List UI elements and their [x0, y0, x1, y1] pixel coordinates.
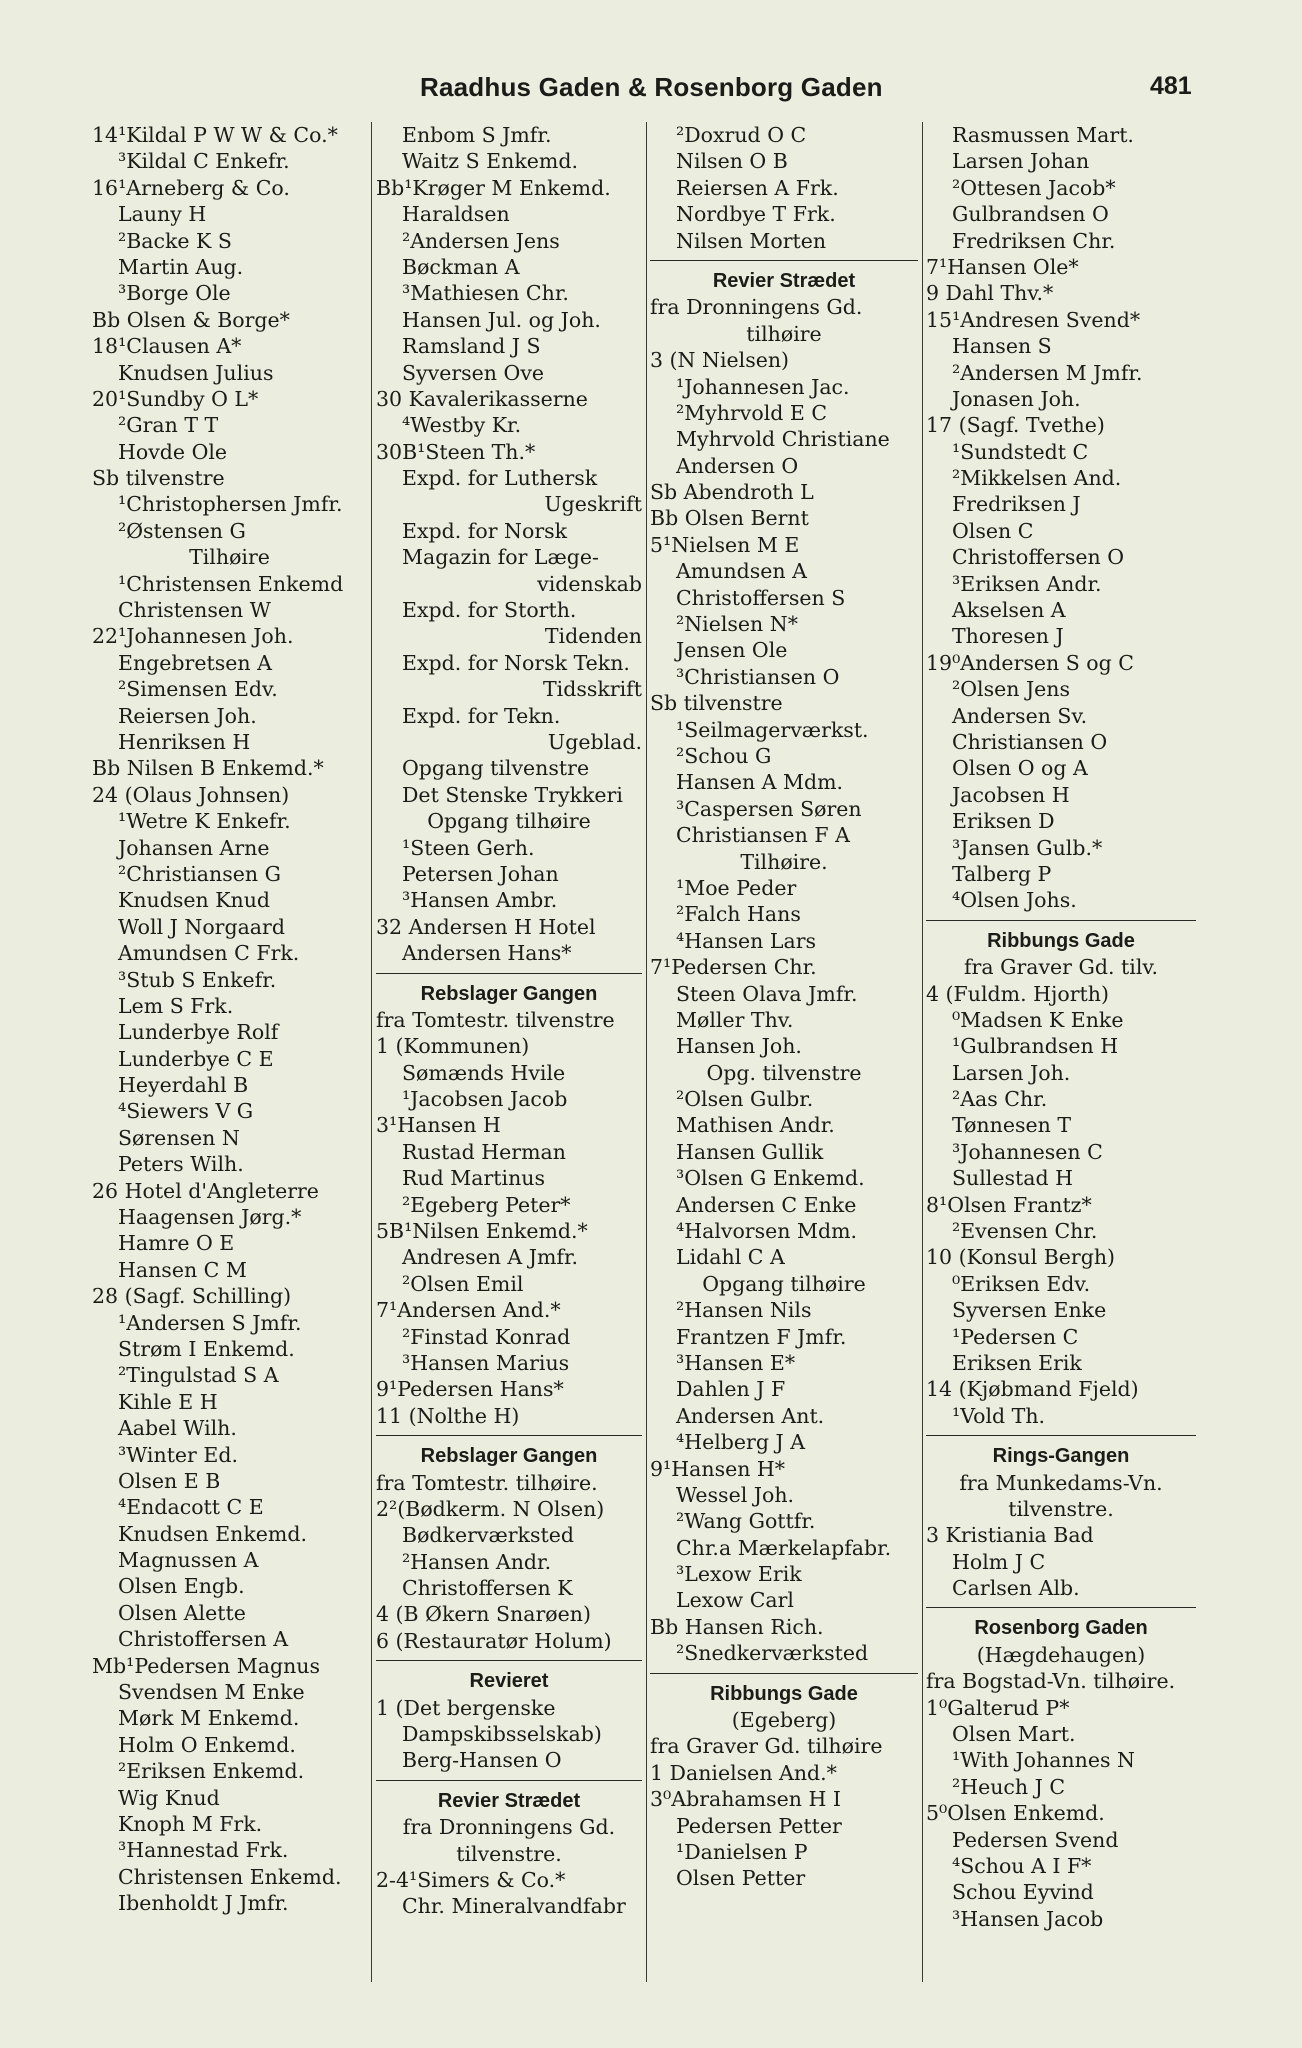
directory-entry: ⁰Eriksen Edv. — [952, 1271, 1091, 1296]
directory-entry: 1 Danielsen And.* — [650, 1760, 837, 1785]
directory-entry: Sb tilvenstre — [650, 691, 783, 716]
directory-entry: Bb Nilsen B Enkemd.* — [92, 756, 324, 781]
directory-entry: Nilsen Morten — [676, 228, 827, 253]
directory-entry: fra Graver Gd. tilhøire — [650, 1734, 883, 1759]
directory-entry: Andresen A Jmfr. — [402, 1245, 579, 1270]
directory-entry: Enbom S Jmfr. — [402, 123, 552, 147]
directory-entry: Knudsen Julius — [118, 360, 274, 385]
directory-entry: 11 (Nolthe H) — [376, 1403, 520, 1428]
section-rule — [376, 1429, 642, 1443]
directory-entry: Sømænds Hvile — [402, 1060, 566, 1085]
directory-entry: Myhrvold Christiane — [676, 427, 890, 452]
directory-entry: Christoffersen A — [118, 1627, 289, 1652]
directory-entry: ³Lexow Erik — [676, 1562, 802, 1587]
directory-entry: ¹Johannesen Jac. — [676, 374, 850, 399]
directory-entry: ²Simensen Edv. — [118, 677, 278, 702]
directory-entry: Frantzen F Jmfr. — [676, 1324, 847, 1349]
section-rule — [376, 1654, 642, 1668]
directory-entry: Berg-Hansen O — [402, 1748, 562, 1773]
directory-entry: 10 (Konsul Bergh) — [926, 1245, 1116, 1270]
section-heading: Rings-Gangen — [992, 1445, 1130, 1468]
directory-entry: Tilhøire — [189, 545, 270, 570]
directory-entry: Schou Eyvind — [952, 1880, 1094, 1905]
directory-entry: Rasmussen Mart. — [952, 123, 1134, 147]
directory-entry: ⁴Olsen Johs. — [952, 888, 1077, 913]
directory-entry: Olsen Petter — [676, 1866, 806, 1891]
directory-entry: 2-4¹Simers & Co.* — [376, 1868, 566, 1892]
directory-entry: 3 (N Nielsen) — [650, 348, 790, 373]
directory-entry: ²Nielsen N* — [676, 612, 798, 637]
directory-entry: Syversen Ove — [402, 360, 545, 385]
directory-entry: Nordbye T Frk. — [676, 202, 836, 227]
directory-entry: ³Hansen Ambr. — [402, 888, 558, 913]
directory-entry: Eriksen Erik — [952, 1350, 1082, 1375]
directory-entry: (Hægdehaugen) — [976, 1642, 1146, 1667]
directory-entry: videnskab — [537, 571, 642, 596]
column-divider — [371, 122, 372, 1982]
directory-entry: ²Finstad Konrad — [402, 1324, 571, 1349]
directory-entry: Aabel Wilh. — [118, 1416, 237, 1441]
directory-entry: Opgang tilvenstre — [402, 756, 590, 781]
directory-entry: Amundsen C Frk. — [118, 941, 300, 966]
directory-entry: Pedersen Svend — [952, 1827, 1119, 1852]
directory-entry: Strøm I Enkemd. — [118, 1336, 295, 1361]
directory-entry: Hamre O E — [118, 1231, 235, 1256]
directory-entry: Talberg P — [952, 861, 1052, 886]
directory-entry: ²Christiansen G — [118, 861, 281, 886]
directory-entry: ¹Danielsen P — [676, 1840, 808, 1864]
directory-entry: Pedersen Petter — [676, 1813, 842, 1838]
directory-entry: ¹Sundstedt C — [952, 439, 1089, 464]
directory-entry: fra Dronningens Gd. — [650, 295, 863, 320]
directory-entry: Hansen S — [952, 334, 1052, 359]
directory-entry: Expd. for Norsk Tekn. — [402, 650, 630, 675]
directory-entry: Magnussen A — [118, 1548, 259, 1573]
directory-entry: Tidenden — [544, 624, 642, 649]
directory-entry: ²Myhrvold E C — [676, 400, 828, 425]
directory-entry: 9¹Hansen H* — [650, 1456, 786, 1481]
directory-entry: Opgang tilhøire — [427, 809, 591, 834]
directory-entry: Bødkerværksted — [402, 1523, 574, 1548]
directory-entry: 7¹Hansen Ole* — [926, 254, 1079, 279]
directory-entry: ³Hansen Jacob — [952, 1906, 1104, 1931]
directory-entry: ²Doxrud O C — [676, 123, 807, 147]
directory-entry: ¹Christensen Enkemd — [118, 571, 344, 596]
column-divider — [646, 122, 647, 1982]
directory-entry: Steen Olava Jmfr. — [676, 981, 858, 1006]
directory-entry: Christoffersen O — [952, 545, 1125, 570]
directory-entry: Thoresen J — [952, 624, 1064, 649]
directory-entry: Lem S Frk. — [118, 993, 234, 1018]
directory-entry: Knoph M Frk. — [118, 1812, 263, 1836]
directory-entry: 8¹Olsen Frantz* — [926, 1192, 1092, 1217]
directory-entry: 5B¹Nilsen Enkemd.* — [376, 1219, 588, 1244]
directory-entry: Sørensen N — [118, 1125, 240, 1150]
directory-entry: Olsen Alette — [118, 1600, 246, 1625]
directory-entry: ²Hansen Nils — [676, 1298, 812, 1323]
section-heading: Rebslager Gangen — [420, 1445, 598, 1468]
directory-entry: Holm J C — [952, 1549, 1046, 1574]
directory-entry: ²Backe K S — [118, 228, 232, 253]
directory-entry: ²Andersen Jens — [402, 228, 560, 253]
directory-entry: ⁴Westby Kr. — [402, 413, 522, 438]
directory-entry: Lexow Carl — [676, 1588, 794, 1613]
directory-entry: Jacobsen H — [952, 782, 1070, 807]
directory-entry: ³Hansen Marius — [402, 1350, 570, 1375]
page-number: 481 — [1150, 72, 1192, 100]
directory-entry: ³Stub S Enkefr. — [118, 967, 277, 992]
directory-entry: ²Tingulstad S A — [118, 1363, 279, 1388]
directory-entry: Syversen Enke — [952, 1298, 1107, 1323]
directory-entry: Christiansen F A — [676, 823, 850, 848]
directory-entry: Bb Olsen Bernt — [650, 506, 809, 531]
column-1 — [92, 122, 367, 1917]
directory-entry: 14¹Kildal P W W & Co.* — [92, 123, 338, 147]
directory-entry: ²Olsen Jens — [952, 677, 1071, 702]
section-heading: Ribbungs Gade — [987, 929, 1135, 952]
directory-entry: Det Stenske Trykkeri — [402, 782, 623, 807]
section-heading: Ribbungs Gade — [710, 1682, 858, 1705]
directory-entry: 4 (B Økern Snarøen) — [376, 1602, 591, 1627]
directory-entry: 9 Dahl Thv.* — [926, 281, 1054, 306]
directory-entry: ¹Christophersen Jmfr. — [118, 492, 343, 517]
directory-entry: Andersen O — [676, 453, 799, 478]
section-rule — [926, 1601, 1196, 1615]
directory-entry: (Egeberg) — [731, 1708, 837, 1733]
directory-entry: Fredriksen Chr. — [952, 228, 1116, 253]
section-heading: Rebslager Gangen — [420, 982, 598, 1005]
directory-entry: fra Graver Gd. tilv. — [963, 955, 1159, 980]
directory-entry: ¹With Johannes N — [952, 1748, 1135, 1773]
directory-entry: Reiersen A Frk. — [676, 175, 839, 200]
directory-entry: Olsen O og A — [952, 756, 1088, 781]
directory-entry: ²Wang Gottfr. — [676, 1509, 816, 1534]
section-rule — [650, 1667, 918, 1681]
directory-entry: ²Aas Chr. — [952, 1087, 1048, 1112]
directory-entry: Knudsen Enkemd. — [118, 1521, 308, 1546]
directory-entry: ¹Moe Peder — [676, 875, 797, 900]
directory-entry: Holm O Enkemd. — [118, 1732, 296, 1757]
directory-entry: Nilsen O B — [676, 149, 788, 174]
directory-entry: ²Schou G — [676, 743, 772, 768]
directory-entry: ³Olsen G Enkemd. — [676, 1166, 865, 1191]
directory-entry: Olsen E B — [118, 1468, 221, 1493]
directory-entry: Chr. Mineralvandfabr — [402, 1894, 626, 1919]
directory-entry: Akselsen A — [952, 598, 1066, 623]
section-rule — [650, 254, 918, 268]
directory-entry: Knudsen Knud — [118, 888, 271, 913]
directory-entry: Christensen Enkemd. — [118, 1864, 342, 1889]
directory-entry: ¹Seilmagerværkst. — [676, 717, 869, 742]
directory-entry: 26 Hotel d'Angleterre — [92, 1178, 319, 1203]
directory-entry: ¹Andersen S Jmfr. — [118, 1310, 302, 1335]
directory-entry: Larsen Johan — [952, 149, 1090, 174]
directory-entry: Waitz S Enkemd. — [402, 149, 578, 174]
directory-entry: ²Gran T T — [118, 413, 219, 438]
directory-entry: Hansen Jul. og Joh. — [402, 307, 601, 332]
directory-entry: Rustad Herman — [402, 1139, 566, 1164]
directory-entry: ³Johannesen C — [952, 1139, 1103, 1164]
directory-entry: Gulbrandsen O — [952, 202, 1109, 227]
directory-entry: 1 (Det bergenske — [376, 1695, 556, 1720]
directory-entry: ³Caspersen Søren — [676, 796, 862, 821]
directory-entry: Peters Wilh. — [118, 1152, 244, 1177]
directory-entry: Lunderbye Rolf — [118, 1020, 279, 1045]
directory-entry: Andersen Hans* — [402, 941, 572, 966]
directory-entry: Bb Olsen & Borge* — [92, 307, 290, 332]
directory-entry: ³Borge Ole — [118, 281, 231, 306]
directory-entry: Opgang tilhøire — [702, 1271, 866, 1296]
directory-entry: 5⁰Olsen Enkemd. — [926, 1801, 1105, 1826]
column-3 — [650, 122, 918, 1892]
directory-entry: Rud Martinus — [402, 1166, 546, 1191]
directory-entry: ²Andersen M Jmfr. — [952, 360, 1143, 385]
directory-entry: 4 (Fuldm. Hjorth) — [926, 981, 1109, 1006]
directory-entry: ¹Jacobsen Jacob — [402, 1087, 568, 1112]
directory-entry: Jonasen Joh. — [952, 386, 1081, 411]
directory-entry: ¹Pedersen C — [952, 1324, 1079, 1349]
page-header — [0, 72, 1302, 112]
directory-entry: Ugeskrift — [544, 492, 642, 517]
directory-entry: Martin Aug. — [118, 254, 244, 279]
column-4 — [926, 122, 1196, 1932]
directory-entry: fra Dronningens Gd. — [402, 1815, 616, 1840]
directory-entry: Petersen Johan — [402, 861, 559, 886]
directory-entry: ³Mathiesen Chr. — [402, 281, 569, 306]
section-heading: Rosenborg Gaden — [974, 1617, 1148, 1640]
directory-entry: Mb¹Pedersen Magnus — [92, 1653, 321, 1678]
directory-entry: Woll J Norgaard — [118, 914, 285, 939]
directory-entry: 7¹Pedersen Chr. — [650, 955, 817, 980]
directory-entry: Hansen C M — [118, 1257, 247, 1282]
directory-entry: Dampskibsselskab) — [402, 1722, 602, 1747]
directory-entry: Hansen Joh. — [676, 1034, 802, 1059]
directory-entry: Opg. tilvenstre — [706, 1060, 862, 1085]
directory-entry: ³Jansen Gulb.* — [952, 835, 1103, 860]
directory-entry: Andersen C Enke — [676, 1192, 857, 1217]
directory-entry: Møller Thv. — [676, 1007, 794, 1032]
directory-entry: Ugeblad. — [547, 729, 642, 754]
directory-entry: fra Munkedams-Vn. — [959, 1470, 1163, 1495]
directory-entry: ⁴Helberg J A — [676, 1430, 806, 1455]
directory-entry: Hansen Gullik — [676, 1139, 824, 1164]
directory-entry: 3¹Hansen H — [376, 1113, 501, 1138]
directory-entry: 17 (Sagf. Tvethe) — [926, 413, 1105, 438]
directory-entry: ⁴Endacott C E — [118, 1495, 264, 1520]
directory-entry: Launy H — [118, 202, 207, 227]
directory-entry: Engebretsen A — [118, 650, 272, 675]
directory-entry: ²Egeberg Peter* — [402, 1192, 571, 1217]
directory-entry: Wessel Joh. — [676, 1482, 795, 1507]
directory-entry: Hansen A Mdm. — [676, 770, 844, 795]
directory-entry: 30 Kavalerikasserne — [376, 386, 588, 411]
directory-entry: ³Hannestad Frk. — [118, 1838, 289, 1863]
directory-entry: ¹Steen Gerh. — [402, 835, 535, 860]
directory-entry: Bøckman A — [402, 254, 520, 279]
directory-entry: 28 (Sagf. Schilling) — [92, 1284, 292, 1309]
column-divider — [922, 122, 923, 1982]
directory-entry: ³Kildal C Enkefr. — [118, 149, 290, 174]
directory-entry: ²Ottesen Jacob* — [952, 175, 1116, 200]
directory-entry: 18¹Clausen A* — [92, 334, 242, 359]
directory-entry: 19⁰Andersen S og C — [926, 650, 1134, 675]
directory-entry: 20¹Sundby O L* — [92, 386, 259, 411]
directory-entry: ⁴Hansen Lars — [676, 928, 817, 953]
directory-entry: Andersen Sv. — [952, 703, 1088, 728]
running-title: Raadhus Gaden & Rosenborg Gaden — [420, 72, 883, 102]
directory-entry: 30B¹Steen Th.* — [376, 439, 536, 464]
directory-entry: tilvenstre. — [1008, 1496, 1114, 1521]
directory-entry: 5¹Nielsen M E — [650, 532, 800, 557]
directory-entry: Olsen Engb. — [118, 1574, 245, 1599]
directory-entry: Lunderbye C E — [118, 1046, 274, 1071]
directory-entry: 22¹Johannesen Joh. — [92, 624, 294, 649]
directory-entry: Carlsen Alb. — [952, 1576, 1080, 1601]
directory-entry: tilvenstre. — [456, 1841, 562, 1866]
directory-entry: ²Evensen Chr. — [952, 1219, 1098, 1244]
directory-entry: ²Eriksen Enkemd. — [118, 1759, 305, 1784]
directory-entry: 15¹Andresen Svend* — [926, 307, 1141, 332]
section-heading: Revier Strædet — [437, 1789, 581, 1812]
directory-entry: ²Snedkerværksted — [676, 1641, 869, 1666]
directory-entry: Haagensen Jørg.* — [118, 1205, 302, 1230]
directory-entry: 16¹Arneberg & Co. — [92, 175, 290, 200]
directory-entry: Andersen Ant. — [676, 1403, 825, 1428]
directory-entry: Johansen Arne — [118, 835, 270, 860]
directory-entry: ²Hansen Andr. — [402, 1549, 552, 1574]
directory-entry: ⁴Halvorsen Mdm. — [676, 1219, 858, 1244]
directory-entry: fra Tomtestr. tilhøire. — [376, 1470, 598, 1495]
directory-entry: Mathisen Andr. — [676, 1113, 835, 1138]
directory-entry: Chr.a Mærkelapfabr. — [676, 1535, 892, 1560]
section-heading: Revier Strædet — [712, 269, 856, 292]
directory-entry: Expd. for Luthersk — [402, 466, 598, 491]
directory-entry: Kihle E H — [118, 1389, 218, 1414]
directory-entry: 6 (Restauratør Holum) — [376, 1628, 612, 1653]
section-heading: Revieret — [469, 1670, 549, 1693]
directory-entry: Olsen C — [952, 518, 1034, 543]
section-rule — [376, 967, 642, 981]
directory-entry: ²Heuch J C — [952, 1774, 1066, 1799]
directory-entry: ³Hansen E* — [676, 1350, 796, 1375]
directory-entry: 24 (Olaus Johnsen) — [92, 782, 290, 807]
directory-entry: ³Winter Ed. — [118, 1442, 238, 1467]
directory-entry: ¹Vold Th. — [952, 1403, 1046, 1428]
directory-entry: 2²(Bødkerm. N Olsen) — [376, 1496, 605, 1521]
directory-entry: Eriksen D — [952, 809, 1055, 834]
directory-entry: ²Olsen Emil — [402, 1271, 524, 1296]
directory-entry: Henriksen H — [118, 729, 251, 754]
directory-entry: ²Østensen G — [118, 518, 246, 543]
directory-entry: 14 (Kjøbmand Fjeld) — [926, 1377, 1139, 1402]
directory-entry: fra Tomtestr. tilvenstre — [376, 1007, 615, 1032]
directory-entry: 3 Kristiania Bad — [926, 1523, 1094, 1548]
directory-entry: Sb Abendroth L — [650, 480, 814, 505]
directory-entry: Dahlen J F — [676, 1377, 786, 1402]
directory-entry: ⁴Schou A I F* — [952, 1854, 1092, 1878]
directory-entry: Expd. for Tekn. — [402, 703, 561, 728]
directory-entry: Hovde Ole — [118, 439, 228, 464]
directory-entry: 7¹Andersen And.* — [376, 1298, 561, 1323]
directory-entry: Expd. for Norsk — [402, 518, 568, 543]
directory-entry: Christiansen O — [952, 729, 1108, 754]
directory-entry: 1 (Kommunen) — [376, 1034, 530, 1059]
directory-entry: Tilhøire. — [740, 849, 828, 874]
directory-entry: ⁰Madsen K Enke — [952, 1007, 1124, 1032]
directory-entry: ⁴Siewers V G — [118, 1099, 254, 1124]
directory-entry: ¹Gulbrandsen H — [952, 1034, 1119, 1059]
directory-entry: Christoffersen S — [676, 585, 846, 610]
directory-entry: Tønnesen T — [952, 1113, 1072, 1138]
section-rule — [926, 914, 1196, 928]
directory-entry: Expd. for Storth. — [402, 598, 577, 623]
directory-entry: ¹Wetre K Enkefr. — [118, 809, 291, 834]
directory-entry: Lidahl C A — [676, 1245, 785, 1270]
directory-entry: Ramsland J S — [402, 334, 541, 359]
directory-entry: Svendsen M Enke — [118, 1680, 305, 1705]
directory-entry: tilhøire — [746, 321, 822, 346]
directory-entry: ²Mikkelsen And. — [952, 466, 1122, 491]
section-rule — [926, 1429, 1196, 1443]
directory-entry: Sullestad H — [952, 1166, 1073, 1191]
directory-entry: ²Olsen Gulbr. — [676, 1087, 814, 1112]
directory-entry: Christoffersen K — [402, 1576, 573, 1601]
section-rule — [376, 1774, 642, 1788]
directory-entry: Jensen Ole — [676, 638, 788, 663]
directory-entry: Bb¹Krøger M Enkemd. — [376, 175, 611, 200]
directory-entry: ³Christiansen O — [676, 664, 840, 689]
directory-entry: 3⁰Abrahamsen H I — [650, 1787, 841, 1812]
directory-entry: ²Falch Hans — [676, 902, 801, 927]
directory-columns — [0, 122, 1302, 2002]
directory-entry: Magazin for Læge- — [402, 545, 599, 570]
directory-entry: Reiersen Joh. — [118, 703, 257, 728]
directory-entry: Larsen Joh. — [952, 1060, 1071, 1085]
directory-entry: Sb tilvenstre — [92, 466, 225, 491]
column-2 — [376, 122, 642, 1920]
directory-entry: Heyerdahl B — [118, 1073, 249, 1098]
directory-entry: Bb Hansen Rich. — [650, 1614, 824, 1639]
directory-entry: Haraldsen — [402, 202, 510, 227]
directory-entry: Wig Knud — [118, 1785, 220, 1810]
directory-entry: Ibenholdt J Jmfr. — [118, 1891, 289, 1916]
directory-entry: 32 Andersen H Hotel — [376, 914, 596, 939]
directory-entry: Tidsskrift — [543, 677, 642, 702]
directory-entry: 1⁰Galterud P* — [926, 1695, 1070, 1720]
directory-entry: Olsen Mart. — [952, 1722, 1076, 1747]
directory-entry: ³Eriksen Andr. — [952, 571, 1102, 596]
directory-entry: Amundsen A — [676, 559, 807, 584]
directory-entry: fra Bogstad-Vn. tilhøire. — [926, 1669, 1176, 1694]
directory-entry: Christensen W — [118, 598, 271, 623]
directory-entry: Mørk M Enkemd. — [118, 1706, 300, 1731]
directory-entry: 9¹Pedersen Hans* — [376, 1377, 564, 1402]
directory-entry: Fredriksen J — [952, 492, 1081, 517]
